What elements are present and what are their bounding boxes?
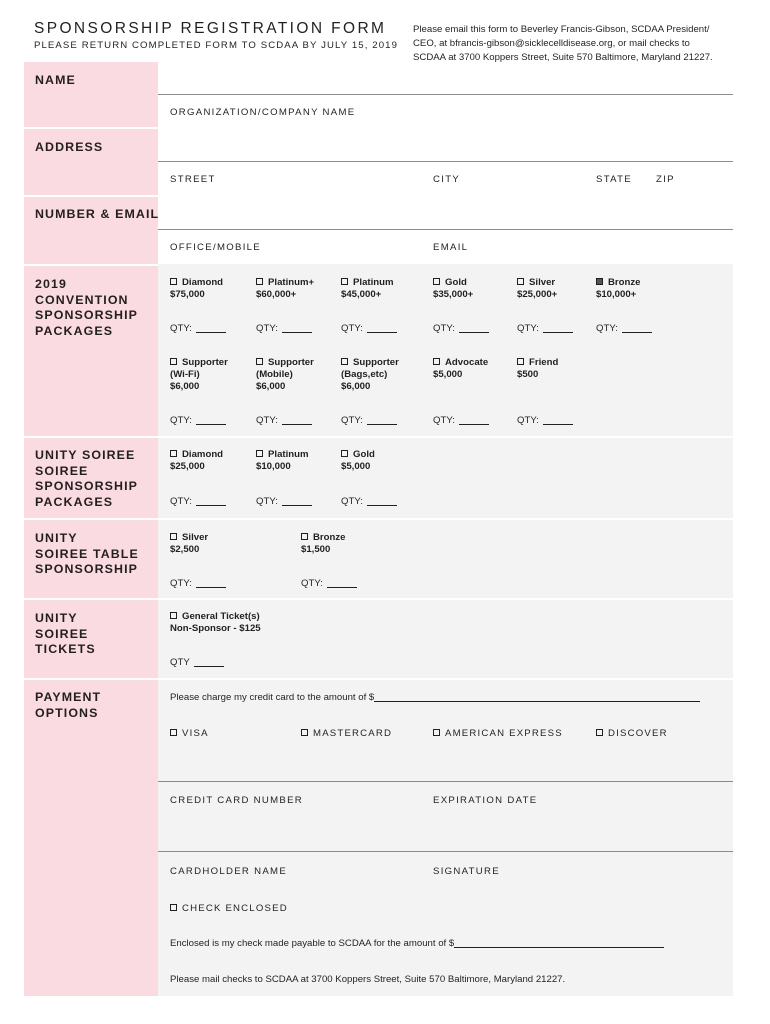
sidebar-divider [24,127,158,129]
option-name: Bronze [608,277,641,288]
org-name-label: ORGANIZATION/COMPANY NAME [170,107,356,118]
checkbox[interactable] [170,358,177,365]
checkbox[interactable] [301,533,308,540]
option-sub: (Mobile) [256,369,293,380]
option-price: $5,000 [341,461,371,472]
checkbox[interactable] [170,904,177,911]
section-tickets-label [35,611,96,658]
checkbox[interactable] [170,533,177,540]
checkbox[interactable] [596,729,603,736]
street-label: STREET [170,174,216,185]
contact-line: SCDAA at 3700 Koppers Street, Suite 570 Baltimore, Maryland 21227. [413,52,713,63]
qty-field[interactable] [433,323,489,334]
card-mastercard[interactable] [301,728,392,739]
label-line: UNITY [35,531,78,545]
state-label: STATE [596,174,632,185]
label-line: 2019 [35,277,67,291]
sidebar [24,62,158,996]
option-supporter-wifi[interactable] [170,357,228,393]
option-general-ticket[interactable] [170,611,261,635]
checkbox[interactable] [341,278,348,285]
section-number-email-label: NUMBER & EMAIL [35,207,160,221]
email-label: EMAIL [433,242,469,253]
qty-field[interactable] [433,415,489,426]
option-name: Silver [529,277,556,288]
check-amount-field[interactable] [170,938,664,949]
qty-field[interactable] [301,578,357,589]
sidebar-divider [24,518,158,520]
option-price: $500 [517,369,539,380]
option-name: Silver [182,532,209,543]
section-convention-label [35,277,138,339]
label-line: OPTIONS [35,705,99,720]
section-soiree-packages-label [35,448,138,510]
form-title: SPONSORSHIP REGISTRATION FORM [34,20,387,37]
mail-instructions: Please mail checks to SCDAA at 3700 Koppers Street, Suite 570 Baltimore, Maryland 21227. [170,974,566,985]
qty-label: QTY: [433,415,455,426]
qty-field[interactable] [170,496,226,507]
option-table-bronze[interactable] [301,532,346,556]
checkbox[interactable] [341,358,348,365]
option-table-silver[interactable] [170,532,208,556]
qty-field[interactable] [341,323,397,334]
option-name: Platinum+ [268,277,315,288]
option-friend[interactable] [517,357,558,381]
qty-field[interactable] [256,323,312,334]
option-diamond[interactable] [170,277,223,301]
checkbox[interactable] [301,729,308,736]
card-label: VISA [182,728,209,739]
check-enclosed-option[interactable] [170,903,288,914]
cardholder-divider [158,851,733,852]
contact-line: Please email this form to Beverley Francis-Gibson, SCDAA President/ [413,24,710,35]
option-soiree-diamond[interactable] [170,449,223,473]
contact-info [413,23,743,65]
label-line: PACKAGES [35,494,114,509]
label-line: PACKAGES [35,323,114,338]
label-line: SOIREE [35,626,89,641]
option-name: Supporter [182,357,228,368]
sidebar-divider [24,264,158,266]
card-discover[interactable] [596,728,668,739]
card-label: AMERICAN EXPRESS [445,728,563,739]
qty-field[interactable] [596,323,652,334]
checkbox[interactable] [170,612,177,619]
option-name: Friend [529,357,559,368]
option-price: $1,500 [301,544,331,555]
form-subtitle: PLEASE RETURN COMPLETED FORM TO SCDAA BY JULY 15, 2019 [34,40,399,51]
option-price: $6,000 [256,381,286,392]
soiree-panel [158,438,733,518]
checkbox[interactable] [170,278,177,285]
card-label: DISCOVER [608,728,668,739]
cardholder-name-label: CARDHOLDER NAME [170,866,288,877]
qty-label: QTY: [517,323,539,334]
qty-field[interactable] [517,323,573,334]
option-price: $25,000 [170,461,205,472]
option-soiree-platinum[interactable] [256,449,309,473]
option-name: Gold [353,449,375,460]
qty-label: QTY: [301,578,323,589]
option-name: Bronze [313,532,346,543]
qty-field[interactable] [170,657,224,668]
charge-text: Please charge my credit card to the amount of $ [170,692,375,703]
label-line: UNITY SOIREE [35,448,136,462]
option-price: $6,000 [170,381,200,392]
sidebar-divider [24,598,158,600]
qty-label: QTY: [433,323,455,334]
section-table-sponsorship-label [35,531,139,578]
option-price: $10,000 [256,461,291,472]
check-text: Enclosed is my check made payable to SCDAA for the amount of $ [170,938,455,949]
option-supporter-bags[interactable] [341,357,399,393]
checkbox[interactable] [433,729,440,736]
option-price: $2,500 [170,544,200,555]
qty-label: QTY: [170,415,192,426]
checkbox[interactable] [256,278,263,285]
option-name: Platinum [268,449,309,460]
card-visa[interactable] [170,728,209,739]
qty-label: QTY [170,657,190,668]
option-platinum[interactable] [341,277,394,301]
qty-field[interactable] [170,323,226,334]
section-address-label: ADDRESS [35,140,104,154]
qty-field[interactable] [170,578,226,589]
checkbox-checked[interactable] [596,278,603,285]
option-advocate[interactable] [433,357,488,381]
check-enclosed-label: CHECK ENCLOSED [182,903,288,914]
option-name: Diamond [182,277,224,288]
qty-label: QTY: [517,415,539,426]
checkbox[interactable] [517,358,524,365]
option-name: Diamond [182,449,224,460]
qty-field[interactable] [256,496,312,507]
qty-label: QTY: [170,496,192,507]
label-line: SOIREE TABLE [35,546,139,561]
qty-field[interactable] [256,415,312,426]
checkbox[interactable] [170,729,177,736]
option-name: Supporter [268,357,314,368]
qty-label: QTY: [170,323,192,334]
charge-amount-field[interactable] [170,692,700,703]
sidebar-divider [24,195,158,197]
section-name-label: NAME [35,73,76,87]
qty-label: QTY: [341,323,363,334]
qty-field[interactable] [341,415,397,426]
option-silver[interactable] [517,277,557,301]
checkbox[interactable] [433,278,440,285]
qty-field[interactable] [517,415,573,426]
label-line: SPONSORSHIP [35,308,138,322]
option-soiree-gold[interactable] [341,449,375,473]
qty-field[interactable] [341,496,397,507]
option-supporter-mobile[interactable] [256,357,314,393]
option-price: Non-Sponsor - $125 [170,623,261,634]
option-name: Advocate [445,357,489,368]
number-email-input-line[interactable] [158,229,733,230]
option-price: $6,000 [341,381,371,392]
option-price: $60,000+ [256,289,297,300]
name-input-line[interactable] [158,94,733,95]
contact-line: CEO, at bfrancis-gibson@sicklecelldisease.org, or mail checks to [413,38,690,49]
qty-label: QTY: [341,415,363,426]
qty-label: QTY: [256,496,278,507]
city-label: CITY [433,174,461,185]
qty-label: QTY: [341,496,363,507]
signature-label: SIGNATURE [433,866,500,877]
qty-label: QTY: [256,415,278,426]
label-line: UNITY [35,611,78,625]
card-amex[interactable] [433,728,563,739]
checkbox[interactable] [256,450,263,457]
checkbox[interactable] [341,450,348,457]
option-gold[interactable] [433,277,473,301]
table-panel [158,520,733,598]
label-line: SOIREE [35,463,89,478]
checkbox[interactable] [256,358,263,365]
label-line: TICKETS [35,642,96,656]
option-name: Platinum [353,277,394,288]
option-bronze[interactable] [596,277,641,301]
option-platinum-plus[interactable] [256,277,314,301]
option-price: $45,000+ [341,289,382,300]
option-price: $25,000+ [517,289,558,300]
zip-label: ZIP [656,174,675,185]
option-sub: (Wi-Fi) [170,369,200,380]
qty-label: QTY: [170,578,192,589]
checkbox[interactable] [170,450,177,457]
expiration-date-label: EXPIRATION DATE [433,795,538,806]
label-line: PAYMENT [35,690,102,704]
option-sub: (Bags,etc) [341,369,388,380]
sidebar-divider [24,678,158,680]
option-name: General Ticket(s) [182,611,260,622]
checkbox[interactable] [433,358,440,365]
option-price: $75,000 [170,289,205,300]
sidebar-divider [24,436,158,438]
qty-field[interactable] [170,415,226,426]
office-mobile-label: OFFICE/MOBILE [170,242,261,253]
option-price: $10,000+ [596,289,637,300]
qty-label: QTY: [256,323,278,334]
card-details-divider [158,781,733,782]
checkbox[interactable] [517,278,524,285]
option-name: Gold [445,277,467,288]
label-line: SPONSORSHIP [35,562,138,576]
card-label: MASTERCARD [313,728,393,739]
label-line: SPONSORSHIP [35,479,138,493]
address-input-line[interactable] [158,161,733,162]
credit-card-number-label: CREDIT CARD NUMBER [170,795,304,806]
option-name: Supporter [353,357,399,368]
label-line: CONVENTION [35,292,129,307]
qty-label: QTY: [596,323,618,334]
section-payment-label [35,690,101,721]
option-price: $35,000+ [433,289,474,300]
option-price: $5,000 [433,369,463,380]
